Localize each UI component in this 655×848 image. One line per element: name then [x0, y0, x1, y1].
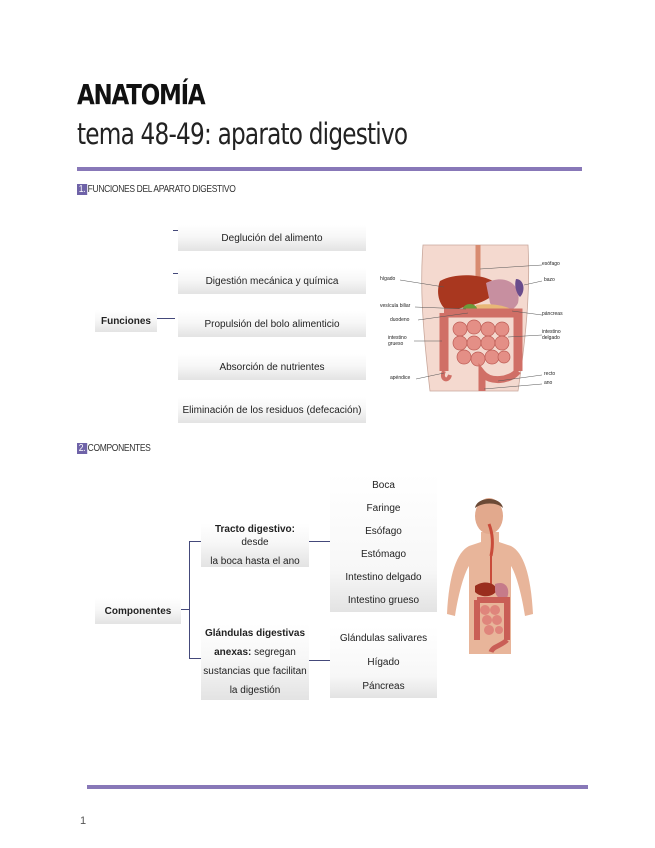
label-vesicula: vesícula biliar: [380, 303, 411, 309]
label-duodeno: duodeno: [390, 317, 410, 323]
tracto-item: Esófago: [365, 526, 402, 537]
label-intestino-grueso: intestino grueso: [388, 335, 407, 347]
footer-divider: [87, 785, 588, 789]
section-heading-1: [77, 184, 236, 195]
label-recto: recto: [544, 371, 556, 377]
connector-line: [309, 660, 330, 661]
glandula-item: Glándulas salivares: [339, 632, 428, 644]
connector-line: [189, 541, 201, 542]
connector-line: [189, 658, 201, 659]
section-title: FUNCIONES DEL APARATO DIGESTIVO: [87, 184, 236, 195]
funcion-item: Eliminación de los residuos (defecación): [178, 397, 366, 423]
section-number: 1.: [78, 184, 86, 195]
header-divider: [77, 167, 582, 171]
glandulas-text: segregan: [251, 647, 296, 658]
glandulas-label-2: anexas:: [214, 647, 252, 658]
funciones-root-box: Funciones: [95, 310, 157, 332]
label-bazo: bazo: [544, 277, 555, 283]
glandulas-text-line4: la digestión: [229, 685, 281, 696]
tracto-items-box: [330, 474, 437, 612]
tracto-digestivo-box: [201, 523, 309, 567]
label-ano: ano: [544, 380, 553, 386]
section-number: 2.: [78, 443, 86, 454]
glandula-item: Páncreas: [362, 680, 405, 692]
tracto-item: Intestino grueso: [347, 595, 420, 606]
funcion-item: Deglución del alimento: [178, 225, 366, 251]
connector-line: [181, 609, 189, 610]
glandulas-items-box: [330, 626, 437, 698]
label-pancreas: páncreas: [542, 311, 563, 317]
tracto-label: Tracto digestivo:: [214, 523, 295, 535]
glandulas-text-line3: sustancias que facilitan: [203, 666, 307, 677]
label-apendice: apéndice: [390, 375, 411, 381]
tracto-item: Estómago: [360, 549, 407, 560]
page-number: 1: [80, 815, 87, 827]
tracto-text: desde: [241, 536, 269, 548]
section-title: COMPONENTES: [87, 443, 151, 454]
glandula-item: Hígado: [367, 656, 400, 668]
funcion-item: Digestión mecánica y química: [178, 268, 366, 294]
label-intestino-delgado: intestino delgado: [542, 329, 561, 341]
digestive-system-diagram: [378, 243, 568, 393]
label-esofago: esófago: [542, 261, 560, 267]
glandulas-label: Glándulas digestivas: [204, 628, 306, 639]
connector-line: [157, 318, 175, 319]
componentes-root-box: Componentes: [95, 598, 181, 624]
tracto-item: Intestino delgado: [345, 572, 422, 583]
funcion-item: Propulsión del bolo alimenticio: [178, 311, 366, 337]
tracto-text-line2: la boca hasta el ano: [210, 555, 300, 567]
page-subtitle: tema 48-49: aparato digestivo: [77, 117, 408, 151]
connector-bracket: [189, 541, 190, 658]
label-higado: hígado: [380, 276, 396, 282]
page-title: ANATOMÍA: [77, 78, 205, 111]
glandulas-box: [201, 624, 309, 700]
section-heading-2: [77, 443, 151, 454]
connector-line: [309, 541, 330, 542]
human-body-illustration: [443, 494, 535, 674]
tracto-item: Faringe: [366, 503, 401, 514]
tracto-item: Boca: [372, 480, 395, 491]
funcion-item: Absorción de nutrientes: [178, 354, 366, 380]
